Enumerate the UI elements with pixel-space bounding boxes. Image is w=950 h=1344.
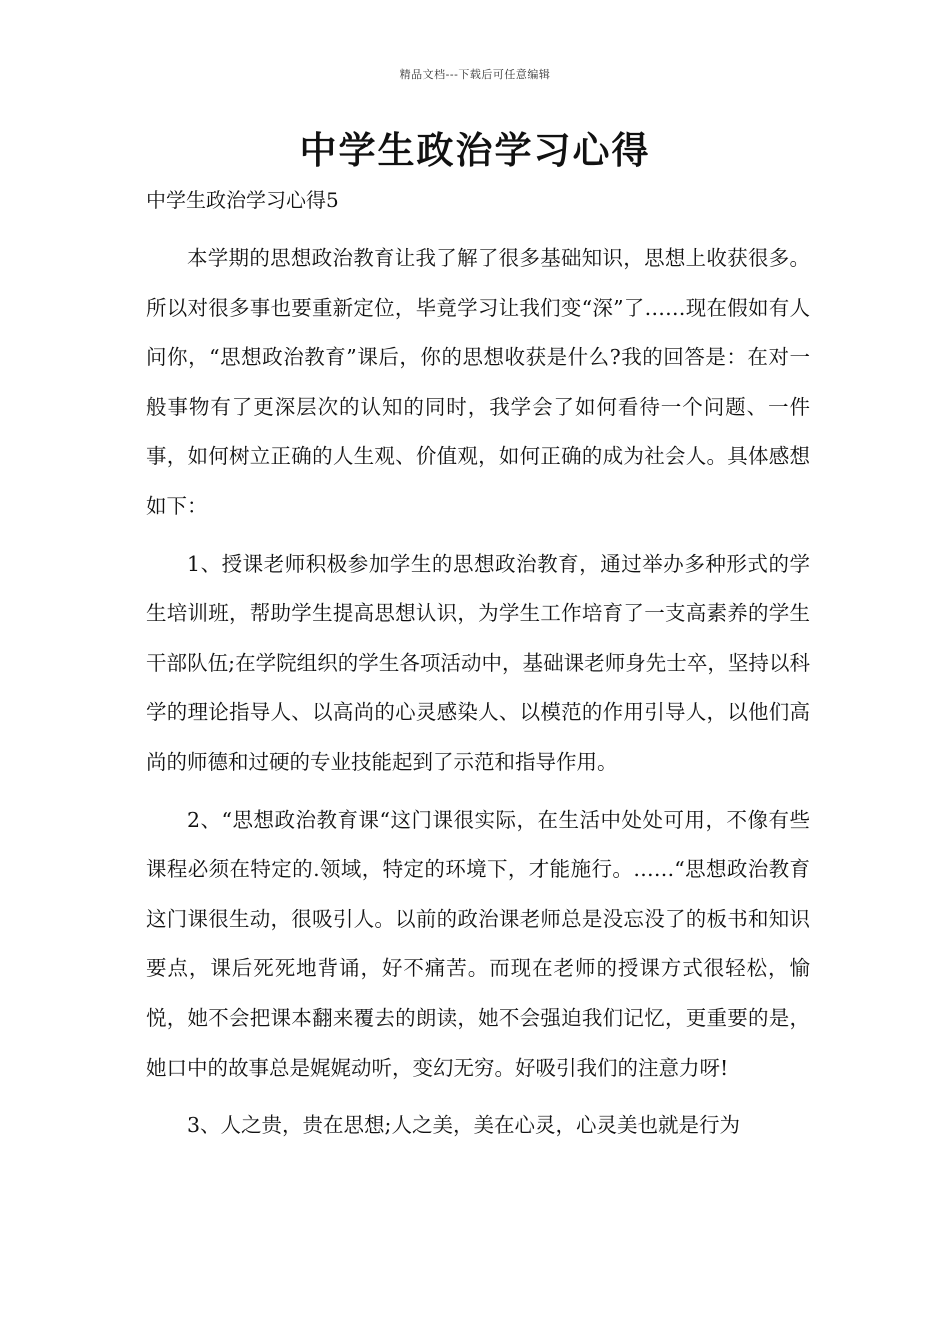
document-title: 中学生政治学习心得 bbox=[299, 128, 651, 172]
paragraph-point-1: 1、授课老师积极参加学生的思想政治教育，通过举办多种形式的学生培训班，帮助学生提高思想认识，为学生工作培育了一支高素养的学生干部队伍;在学院组织的学生各项活动中，基础课老师身先士卒，坚持以科学的理论指导人、以高尚的心灵感染人、以模范的作用引导人，以他们高尚的师德和过硬的专业技能起到了示范和指导作用。 bbox=[146, 551, 810, 774]
paragraph-intro: 本学期的思想政治教育让我了解了很多基础知识，思想上收获很多。所以对很多事也要重新定位，毕竟学习让我们变“深”了……现在假如有人问你，“思想政治教育”课后，你的思想收获是什么?我的回答是：在对一般事物有了更深层次的认知的同时，我学会了如何看待一个问题、一件事，如何树立正确的人生观、价值观，如何正确的成为社会人。具体感想如下： bbox=[146, 246, 810, 518]
paragraph-point-3: 3、人之贵，贵在思想;人之美，美在心灵，心灵美也就是行为 bbox=[187, 1113, 740, 1138]
document-subtitle: 中学生政治学习心得5 bbox=[146, 188, 339, 212]
document-body bbox=[146, 234, 810, 1159]
header-note: 精品文档---下载后可任意编辑 bbox=[399, 68, 551, 81]
paragraph-point-2: 2、“思想政治教育课“这门课很实际，在生活中处处可用，不像有些课程必须在特定的.领域，特定的环境下，才能施行。……“思想政治教育这门课很生动，很吸引人。以前的政治课老师总是没忘没了的板书和知识要点，课后死死地背诵，好不痛苦。而现在老师的授课方式很轻松，愉悦，她不会把课本翻来覆去的朗读，她不会强迫我们记忆，更重要的是，她口中的故事总是娓娓动听，变幻无穷。好吸引我们的注意力呀! bbox=[146, 807, 810, 1080]
